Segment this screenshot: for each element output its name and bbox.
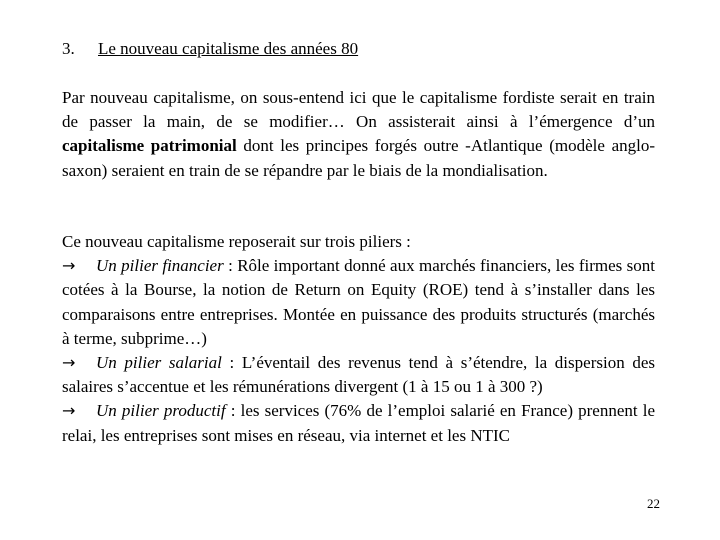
pillars-section <box>62 230 655 448</box>
pillar-name: Un pilier salarial <box>96 353 222 373</box>
pillar-name: Un pilier productif <box>96 401 226 421</box>
pillar-salary <box>62 351 655 399</box>
section-heading <box>62 38 358 60</box>
arrow-right-icon: → <box>62 256 76 276</box>
pillars-intro: Ce nouveau capitalisme reposerait sur trois piliers : <box>62 232 411 251</box>
page-number: 22 <box>647 496 660 511</box>
section-number: 3. <box>62 39 75 58</box>
pillar-description: : L’éventail des revenus tend à s’étendre, la dispersion des salaires s’accentue et les rémunérations divergent (1 à 15 ou 1 à 300 ?) <box>62 353 656 397</box>
pillar-name: Un pilier financier <box>96 256 224 276</box>
arrow-right-icon: → <box>62 401 76 421</box>
pillar-description: : Rôle important donné aux marchés financiers, les firmes sont cotées à la Bourse, la notion de Return on Equity (ROE) tend à s’installer dans les comparaisons entre entreprises. Montée en puissance des produits structurés (marchés à terme, subprime…) <box>62 256 655 348</box>
pillar-description: : les services (76% de l’emploi salarié en France) prennent le relai, les entreprises sont mises en réseau, via internet et les NTIC <box>62 401 656 445</box>
pillar-financial <box>62 254 655 351</box>
bold-term: capitalisme patrimonial <box>62 136 237 156</box>
intro-text-start: Par nouveau capitalisme, on sous-entend ici que le capitalisme fordiste serait en train de passer la main, de se modifier… On assisterait ainsi à l’émergence d’un <box>62 88 655 132</box>
intro-paragraph <box>62 86 655 183</box>
section-title: Le nouveau capitalisme des années 80 <box>98 39 359 58</box>
arrow-right-icon: → <box>62 353 76 373</box>
pillar-productive <box>62 399 655 447</box>
intro-text-end: dont les principes forgés outre -Atlantique (modèle anglo-saxon) seraient en train de se répandre par le biais de la mondialisation. <box>62 136 655 180</box>
